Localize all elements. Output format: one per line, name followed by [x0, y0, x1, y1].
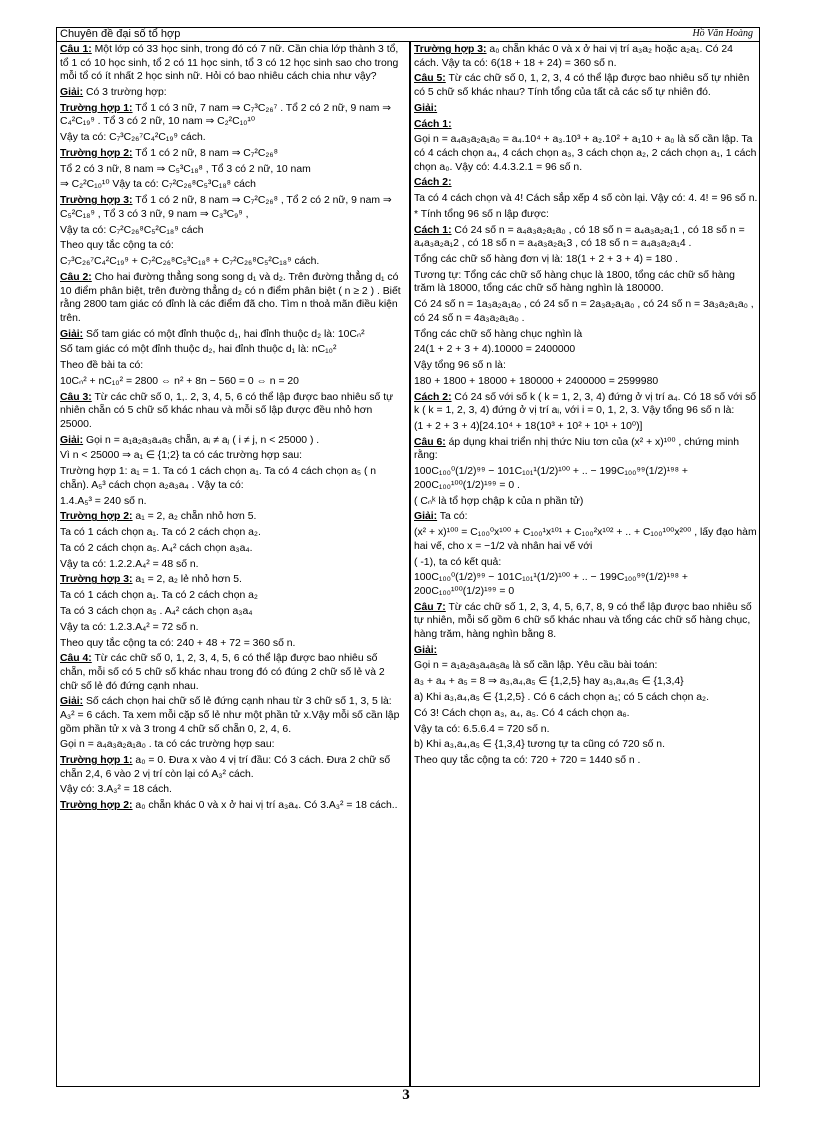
paragraph-text: Vậy có: 3.A₃² = 18 cách.	[60, 784, 172, 796]
paragraph-text: Vì n < 25000 ⇒ a₁ ∈ {1;2} ta có các trường hợp sau:	[60, 450, 303, 462]
section-label: Trường hợp 3:	[60, 195, 133, 207]
paragraph-text: áp dụng khai triển nhị thức Niu tơn của (x² + x)¹⁰⁰ , chứng minh rằng:	[414, 436, 740, 462]
paragraph	[414, 659, 758, 673]
paragraph-text: * Tính tổng 96 số n lập được:	[414, 208, 549, 220]
paragraph	[60, 754, 404, 781]
paragraph-text: Gọi n = a₁a₂a₃a₄a₅a₆ là số cần lập. Yêu cầu bài toán:	[414, 660, 658, 672]
paragraph	[414, 298, 758, 325]
paragraph	[60, 359, 404, 373]
paragraph	[414, 43, 758, 70]
paragraph-text: ( -1), ta có kết quả:	[414, 556, 502, 568]
paragraph	[60, 637, 404, 651]
paragraph-text: 180 + 1800 + 18000 + 180000 + 2400000 = 2599980	[414, 375, 659, 387]
paragraph	[60, 738, 404, 752]
section-label: Trường hợp 1:	[60, 755, 133, 767]
paragraph	[60, 391, 404, 432]
paragraph-text: 10Cₙ² + nC₁₀² = 2800 ⇔ n² + 8n − 560 = 0 ⇔ n = 20	[60, 375, 299, 387]
paragraph-text: ( Cₙᵏ là tổ hợp chập k của n phần tử)	[414, 495, 584, 507]
paragraph	[414, 675, 758, 689]
section-label: Câu 4:	[60, 653, 92, 665]
paragraph	[60, 271, 404, 325]
section-label: Giải:	[60, 434, 84, 446]
section-label: Câu 2:	[60, 271, 92, 283]
paragraph-text: Ta có 3 cách chọn a₅ . A₄² cách chọn a₃a₄	[60, 606, 253, 618]
paragraph	[414, 754, 758, 768]
column-divider	[409, 42, 411, 1087]
paragraph	[414, 465, 758, 492]
section-label: Cách 1:	[414, 118, 452, 130]
paragraph	[60, 375, 404, 389]
section-label: Cách 2:	[414, 391, 452, 403]
section-label: Câu 3:	[60, 391, 92, 403]
section-label: Giải:	[60, 328, 84, 340]
paragraph	[60, 621, 404, 635]
paragraph-text: Tổ 1 có 2 nữ, 8 nam ⇒ C₇²C₂₆⁸ , Tổ 2 có 2 nữ, 9 nam ⇒ C₅²C₁₈⁹ , Tổ 3 có 3 nữ, 9 nam ⇒ C₃³C₉⁹ ,	[60, 195, 392, 220]
paragraph	[60, 510, 404, 524]
paragraph	[60, 43, 404, 84]
paragraph	[60, 194, 404, 221]
paragraph	[60, 343, 404, 357]
paragraph	[414, 510, 758, 524]
paragraph-text: a₁ = 2, a₂ lẻ nhỏ hơn 5.	[132, 574, 242, 586]
paragraph	[60, 799, 404, 813]
paragraph	[60, 224, 404, 238]
section-label: Trường hợp 2:	[60, 800, 133, 812]
paragraph	[414, 176, 758, 190]
section-label: Giải:	[60, 86, 84, 98]
paragraph-text: a) Khi a₃,a₄,a₅ ∈ {1,2,5} . Có 6 cách chọn a₁; có 5 cách chọn a₂.	[414, 691, 709, 703]
paragraph	[414, 738, 758, 752]
paragraph	[414, 644, 758, 658]
paragraph-text: Số cách chọn hai chữ số lẻ đứng cạnh nhau từ 3 chữ số 1, 3, 5 là: A₃² = 6 cách. Ta xem mỗi cặp số lẻ như một phần tử x.Vậy mỗi số cần lập gồm phần tử x và 3 trong 4 chữ số chẵn 0, 2, 4, 6.	[60, 696, 400, 735]
paragraph-text: Từ các chữ số 0, 1, 2, 3, 4, 5, 6 có thể lập được bao nhiêu số chẵn, mỗi số có 5 chữ số khác nhau trong đó có đúng 2 chữ số lẻ và 2 chữ số lẻ đó đứng cạnh nhau.	[60, 653, 385, 692]
paragraph-text: Tương tự: Tổng các chữ số hàng chục là 1800, tổng các chữ số hàng trăm là 18000, tổng các chữ số hàng nghìn là 180000.	[414, 269, 735, 295]
paragraph-text: Có 3! Cách chọn a₃, a₄, a₅. Có 4 cách chọn a₆.	[414, 707, 630, 719]
paragraph-text: Có 24 số n = a₄a₃a₂a₁a₀ , có 18 số n = a₄a₃a₂a₁1 , có 18 số n = a₄a₃a₂a₁2 , có 18 số n = a₄a₃a₂a₁3 , có 18 số n = a₄a₃a₂a₁4 .	[414, 224, 745, 250]
section-label: Giải:	[414, 511, 438, 523]
paragraph-text: Theo đề bài ta có:	[60, 360, 144, 372]
paragraph	[414, 328, 758, 342]
paragraph	[414, 723, 758, 737]
section-label: Câu 7:	[414, 601, 446, 613]
section-label: Cách 1:	[414, 224, 452, 236]
paragraph	[60, 652, 404, 693]
paragraph	[60, 434, 404, 448]
paragraph	[414, 102, 758, 116]
paragraph	[60, 328, 404, 342]
paragraph-text: Trường hợp 1: a₁ = 1. Ta có 1 cách chọn a₁. Ta có 4 cách chọn a₅ ( n chẵn). A₅³ cách chọn a₂a₃a₄ . Vậy ta có:	[60, 466, 377, 491]
paragraph	[414, 391, 758, 418]
paragraph	[60, 495, 404, 509]
paragraph-text: Có 24 số n = 1a₃a₂a₁a₀ , có 24 số n = 2a₃a₂a₁a₀ , có 24 số n = 3a₃a₂a₁a₀ , có 24 số n = 4a₃a₂a₁a₀ .	[414, 299, 754, 324]
paragraph-text: C₇³C₂₆⁷C₄²C₁₉⁹ + C₇²C₂₆⁸C₅³C₁₈⁸ + C₇²C₂₆⁸C₅²C₁₈⁹ cách.	[60, 256, 320, 268]
paragraph	[414, 118, 758, 132]
paragraph-text: Một lớp có 33 học sinh, trong đó có 7 nữ. Cần chia lớp thành 3 tổ, tổ 1 có 10 học sinh, tổ 2 có 11 học sinh, tổ 3 có 12 học sinh sao cho trong mỗi tổ có ít nhất 2 học sinh nữ. Hỏi có bao nhiêu cách chia như vậy?	[60, 44, 399, 83]
section-label: Câu 6:	[414, 436, 446, 448]
paragraph	[414, 556, 758, 570]
paragraph-text: Gọi n = a₄a₃a₂a₁a₀ . ta có các trường hợp sau:	[60, 739, 275, 751]
paragraph-text: Tổng các chữ số hàng đơn vị là: 18(1 + 2 + 3 + 4) = 180 .	[414, 254, 678, 265]
paragraph-text: (1 + 2 + 3 + 4)[24.10⁴ + 18(10³ + 10² + 10¹ + 10⁰)]	[414, 421, 643, 433]
paragraph-text: Tổ 1 có 3 nữ, 7 nam ⇒ C₇³C₂₆⁷ . Tổ 2 có 2 nữ, 9 nam ⇒ C₄²C₁₉⁹ . Tổ 3 có 2 nữ, 10 nam ⇒ C₂²C₁₀¹⁰	[60, 102, 391, 128]
left-column	[60, 43, 404, 815]
paragraph	[414, 436, 758, 463]
paragraph-text: Cho hai đường thẳng song song d₁ và d₂. Trên đường thẳng d₁ có 10 điểm phân biệt, trên đường thẳng d₂ có n điểm phân biệt ( n ≥ 2 ) . Biết rằng 2800 tam giác có đỉnh là các điểm đã cho. Tìm n thoả mãn điều kiện trên.	[60, 271, 401, 324]
paragraph-text: Số tam giác có một đỉnh thuộc d₁, hai đỉnh thuộc d₂ là: 10Cₙ²	[83, 328, 365, 340]
paragraph-text: Gọi n = a₁a₂a₃a₄a₅ chẵn, aᵢ ≠ aⱼ ( i ≠ j, n < 25000 ) .	[83, 434, 320, 446]
paragraph-text: a₀ chẵn khác 0 và x ở hai vị trí a₃a₂ hoặc a₂a₁. Có 24 cách. Vậy ta có: 6(18 + 18 + 24) = 360 số n.	[414, 44, 733, 69]
paragraph-text: Vậy ta có: 1.2.3.A₄² = 72 số n.	[60, 621, 199, 633]
page-number: 3	[402, 1087, 410, 1103]
paragraph-text: Tổng các chữ số hàng chục nghìn là	[414, 328, 583, 340]
page-header	[57, 27, 759, 42]
section-label: Giải:	[60, 696, 84, 708]
paragraph	[60, 163, 404, 177]
paragraph	[414, 343, 758, 357]
section-label: Trường hợp 2:	[60, 511, 133, 523]
paragraph-text: Ta có:	[437, 511, 468, 523]
paragraph-text: Ta có 4 cách chọn và 4! Cách sắp xếp 4 số còn lại. Vậy có: 4. 4! = 96 số n.	[414, 193, 758, 205]
section-label: Trường hợp 1:	[60, 102, 133, 114]
paragraph-text: Theo quy tắc cộng ta có:	[60, 240, 174, 252]
paragraph-text: 100C₁₀₀⁰(1/2)⁹⁹ − 101C₁₀₁¹(1/2)¹⁰⁰ + .. − 199C₁₀₀⁹⁹(1/2)¹⁹⁸ + 200C₁₀₀¹⁰⁰(1/2)¹⁹⁹ = 0 .	[414, 466, 688, 491]
paragraph	[60, 239, 404, 253]
section-label: Trường hợp 3:	[60, 574, 133, 586]
paragraph-text: a₀ chẵn khác 0 và x ở hai vị trí a₃a₄. Có 3.A₃² = 18 cách..	[132, 800, 398, 812]
paragraph	[60, 573, 404, 587]
paragraph	[60, 783, 404, 797]
paragraph-text: a₀ = 0. Đưa x vào 4 vị trí đầu: Có 3 cách. Đưa 2 chữ số chẵn 2,4, 6 vào 2 vị trí còn lại có A₃² cách.	[60, 755, 391, 780]
paragraph-text: Từ các chữ số 0, 1,. 2, 3, 4, 5, 6 có thể lập được bao nhiêu số tự nhiên chẵn có 5 chữ số khác nhau và mỗi số lập được đều nhỏ hơn 25000.	[60, 391, 394, 430]
paragraph-text: Vậy ta có: C₇²C₂₆⁸C₅²C₁₈⁹ cách	[60, 224, 204, 236]
paragraph	[414, 691, 758, 705]
paragraph-text: Theo quy tắc cộng ta có: 720 + 720 = 1440 số n .	[414, 755, 641, 767]
paragraph	[414, 269, 758, 296]
section-label: Trường hợp 2:	[60, 147, 133, 159]
paragraph	[414, 526, 758, 553]
paragraph	[60, 542, 404, 556]
section-label: Giải:	[414, 102, 438, 114]
paragraph-text: Gọi n = a₄a₃a₂a₁a₀ = a₄.10⁴ + a₃.10³ + a₂.10² + a₁10 + a₀ là số cần lập. Ta có 4 cách chọn a₄, 4 cách chọn a₃, 3 cách chọn a₂, 2 cách chọn a₁, 1 cách chọn a₀. Vậy có: 4.4.3.2.1 = 96 số n.	[414, 134, 757, 173]
right-column	[414, 43, 758, 770]
paragraph	[60, 131, 404, 145]
paragraph-text: Vậy ta có: 1.2.2.A₄² = 48 số n.	[60, 558, 199, 570]
paragraph	[60, 178, 404, 192]
paragraph-text: Vậy tổng 96 số n là:	[414, 360, 506, 372]
paragraph	[414, 571, 758, 598]
paragraph	[60, 449, 404, 463]
paragraph-text: Từ các chữ số 0, 1, 2, 3, 4 có thể lập được bao nhiêu số tự nhiên có 5 chữ số khác nhau? Tính tổng của tất cả các số tự nhiên đó.	[414, 73, 750, 98]
paragraph-text: Tổ 1 có 2 nữ, 8 nam ⇒ C₇²C₂₆⁸	[132, 147, 278, 159]
paragraph	[60, 605, 404, 619]
paragraph	[414, 133, 758, 174]
header-title: Chuyên đề đại số tổ hợp	[60, 28, 181, 40]
paragraph-text: Từ các chữ số 1, 2, 3, 4, 5, 6,7, 8, 9 có thể lập được bao nhiêu số tự nhiên, mỗi số gồm 6 chữ số khác nhau và tổng các chữ số hàng chục, hàng trăm, hàng nghìn bằng 8.	[414, 601, 752, 640]
paragraph-text: Ta có 1 cách chọn a₁. Ta có 2 cách chọn a₂	[60, 590, 258, 602]
paragraph-text: a₃ + a₄ + a₅ = 8 ⇒ a₃,a₄,a₅ ∈ {1,2,5} hay a₃,a₄,a₅ ∈ {1,3,4}	[414, 676, 684, 688]
section-label: Trường hợp 3:	[414, 44, 487, 55]
paragraph	[414, 359, 758, 373]
paragraph-text: Có 3 trường hợp:	[83, 86, 167, 98]
paragraph-text: Vậy ta có: C₇³C₂₆⁷C₄²C₁₉⁹ cách.	[60, 132, 206, 144]
paragraph-text: Ta có 2 cách chọn a₅. A₄² cách chọn a₃a₄.	[60, 542, 253, 554]
paragraph	[60, 147, 404, 161]
paragraph-text: 1.4.A₅³ = 240 số n.	[60, 495, 147, 507]
paragraph-text: Có 24 số với số k ( k = 1, 2, 3, 4) đứng ở vị trí a₄. Có 18 số với số k ( k = 1, 2, 3, 4) đứng ở vị trí aᵢ, với i = 0, 1, 2, 3. Vậy tổng 96 số n là:	[414, 391, 757, 417]
paragraph	[414, 208, 758, 222]
paragraph-text: Số tam giác có một đỉnh thuộc d₂, hai đỉnh thuộc d₁ là: nC₁₀²	[60, 344, 337, 356]
paragraph	[60, 558, 404, 572]
header-author: Hồ Văn Hoàng	[692, 28, 753, 39]
paragraph-text: 24(1 + 2 + 3 + 4).10000 = 2400000	[414, 344, 576, 356]
paragraph	[414, 375, 758, 389]
paragraph	[414, 420, 758, 434]
paragraph	[60, 102, 404, 129]
paragraph-text: Theo quy tắc cộng ta có: 240 + 48 + 72 = 360 số n.	[60, 637, 296, 649]
paragraph	[414, 192, 758, 206]
paragraph	[60, 86, 404, 100]
paragraph-text: a₁ = 2, a₂ chẵn nhỏ hơn 5.	[132, 511, 257, 523]
paragraph-text: Tổ 2 có 3 nữ, 8 nam ⇒ C₅³C₁₈⁸ , Tổ 3 có 2 nữ, 10 nam	[60, 163, 311, 175]
paragraph	[414, 495, 758, 509]
paragraph-text: (x² + x)¹⁰⁰ = C₁₀₀⁰x¹⁰⁰ + C₁₀₀¹x¹⁰¹ + C₁₀₀²x¹⁰² + .. + C₁₀₀¹⁰⁰x²⁰⁰ , lấy đạo hàm hai vế, cho x = −1/2 và nhân hai vế với	[414, 527, 757, 552]
paragraph	[60, 255, 404, 269]
paragraph	[414, 253, 758, 267]
section-label: Câu 5:	[414, 73, 446, 85]
section-label: Giải:	[414, 644, 438, 656]
paragraph	[60, 695, 404, 736]
paragraph	[60, 589, 404, 603]
paragraph-text: b) Khi a₃,a₄,a₅ ∈ {1,3,4} tương tự ta cũng có 720 số n.	[414, 739, 665, 751]
paragraph-text: Ta có 1 cách chọn a₁. Ta có 2 cách chọn a₂.	[60, 527, 261, 539]
paragraph	[60, 465, 404, 492]
paragraph	[414, 707, 758, 721]
paragraph	[414, 224, 758, 251]
section-label: Cách 2:	[414, 177, 452, 189]
paragraph-text: 100C₁₀₀⁰(1/2)⁹⁹ − 101C₁₀₁¹(1/2)¹⁰⁰ + .. − 199C₁₀₀⁹⁹(1/2)¹⁹⁸ + 200C₁₀₀¹⁰⁰(1/2)¹⁹⁹ = 0	[414, 572, 688, 597]
paragraph	[414, 72, 758, 99]
paragraph	[60, 526, 404, 540]
section-label: Câu 1:	[60, 44, 92, 55]
paragraph-text: Vậy ta có: 6.5.6.4 = 720 số n.	[414, 723, 550, 735]
paragraph-text: ⇒ C₂²C₁₀¹⁰ Vậy ta có: C₇²C₂₆⁸C₅³C₁₈⁸ cách	[60, 179, 256, 191]
paragraph	[414, 601, 758, 642]
